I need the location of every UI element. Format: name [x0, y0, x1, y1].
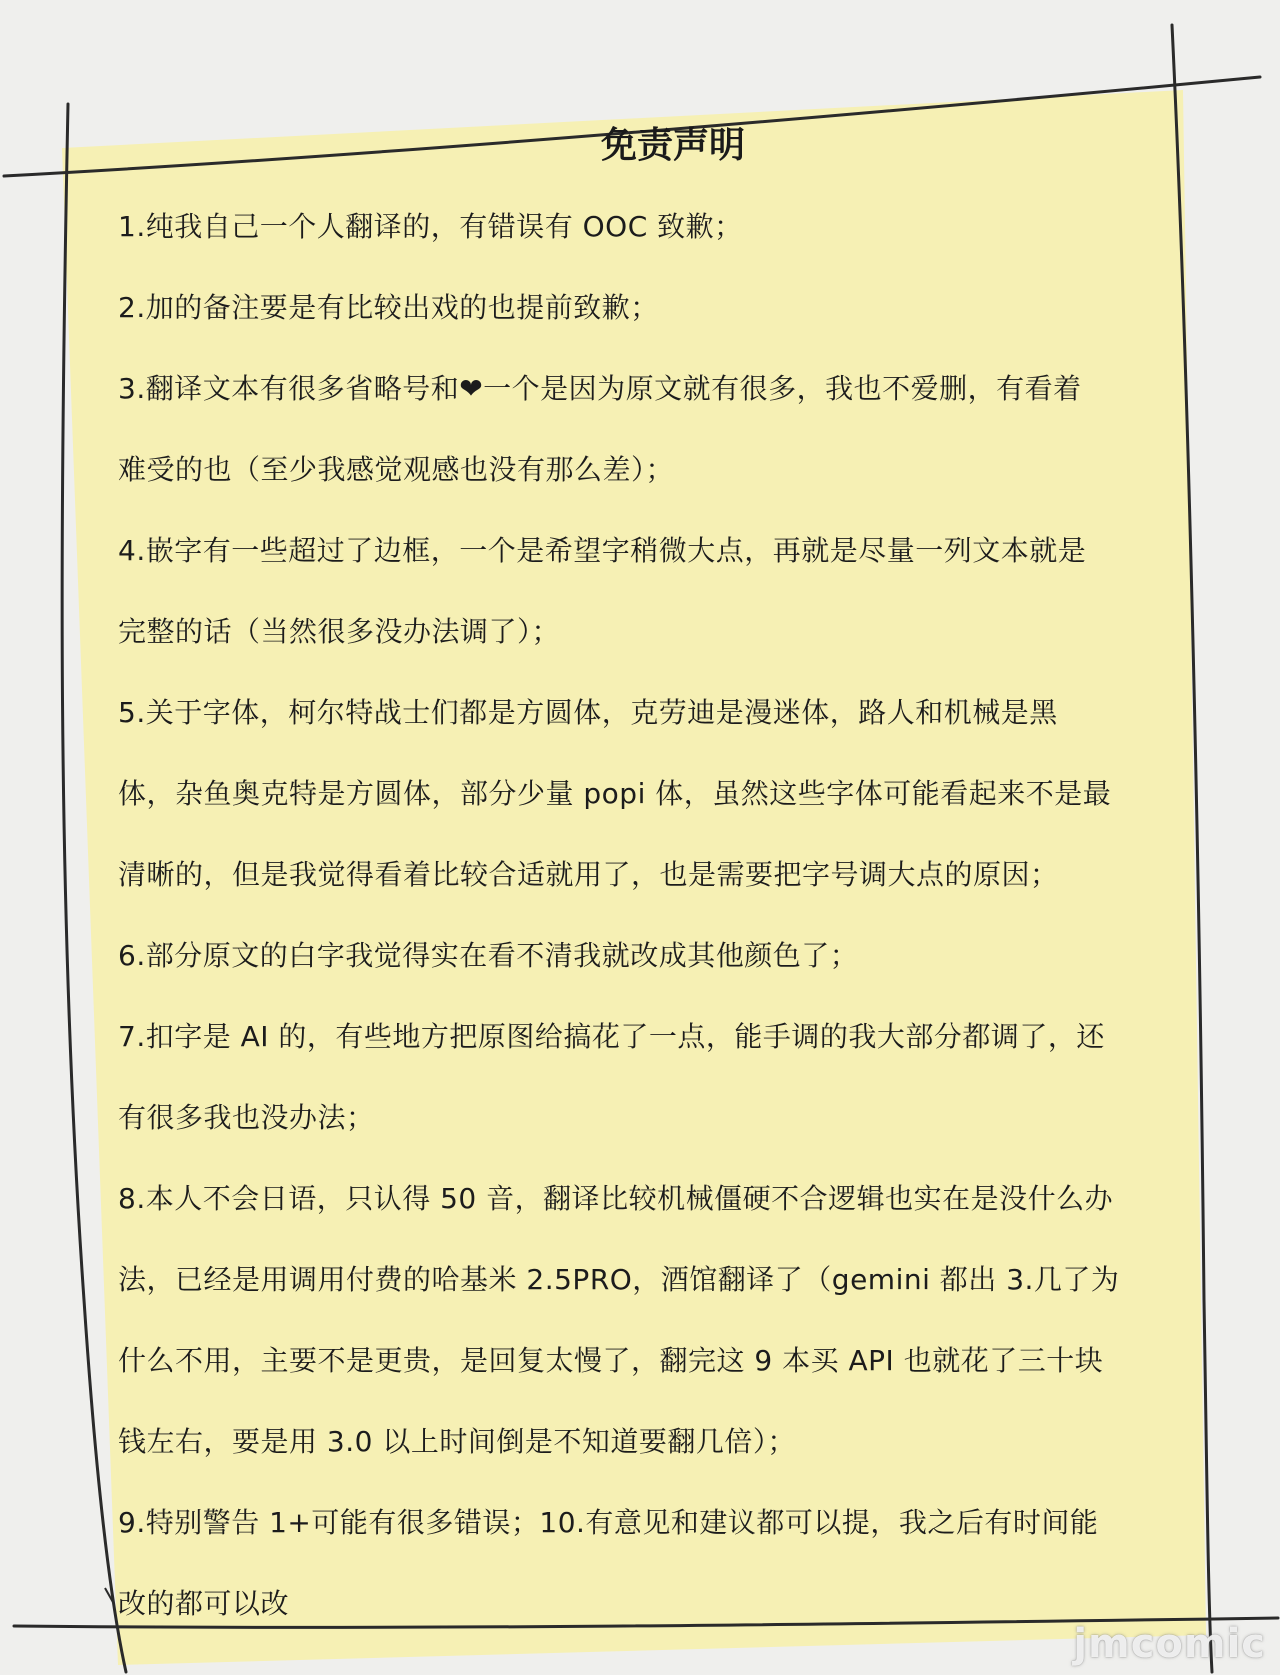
paragraph-line: 钱左右，要是用 3.0 以上时间倒是不知道要翻几倍）；: [118, 1425, 796, 1458]
paragraph-line: 2.加的备注要是有比较出戏的也提前致歉；: [118, 291, 659, 324]
paragraph-line: 6.部分原文的白字我觉得实在看不清我就改成其他颜色了；: [118, 939, 859, 972]
site-watermark: jmcomic: [1073, 1621, 1266, 1667]
paragraph-line: 3.翻译文本有很多省略号和❤一个是因为原文就有很多，我也不爱删，有看着: [118, 372, 1082, 405]
paragraph-7: [118, 996, 1198, 1158]
paragraph-line: 完整的话（当然很多没办法调了）；: [118, 615, 561, 648]
paragraph-line: 法，已经是用调用付费的哈基米 2.5PRO，酒馆翻译了（gemini 都出 3.几了为: [118, 1263, 1120, 1296]
paragraph-3: [118, 348, 1198, 510]
paragraph-line: 8.本人不会日语，只认得 50 音，翻译比较机械僵硬不合逻辑也实在是没什么办: [118, 1182, 1114, 1215]
paragraph-2: [118, 267, 1198, 348]
paragraph-line: 体，杂鱼奥克特是方圆体，部分少量 popi 体，虽然这些字体可能看起来不是最: [118, 777, 1112, 810]
disclaimer-content: [118, 118, 1198, 1644]
paragraph-9: [118, 1482, 1198, 1644]
page-title: 免责声明: [600, 125, 745, 166]
paragraph-line: 4.嵌字有一些超过了边框，一个是希望字稍微大点，再就是尽量一列文本就是: [118, 534, 1087, 567]
paragraph-8: [118, 1158, 1198, 1482]
paragraph-1: [118, 186, 1198, 267]
paragraph-line: 有很多我也没办法；: [118, 1101, 375, 1134]
paragraph-line: 5.关于字体，柯尔特战士们都是方圆体，克劳迪是漫迷体，路人和机械是黑: [118, 696, 1058, 729]
paragraph-5: [118, 672, 1198, 915]
paragraph-line: 7.扣字是 AI 的，有些地方把原图给搞花了一点，能手调的我大部分都调了，还: [118, 1020, 1105, 1053]
paragraph-6: [118, 915, 1198, 996]
paragraph-line: 清晰的，但是我觉得看着比较合适就用了，也是需要把字号调大点的原因；: [118, 858, 1059, 891]
paragraph-line: 什么不用，主要不是更贵，是回复太慢了，翻完这 9 本买 API 也就花了三十块: [118, 1344, 1104, 1377]
paragraph-line: 9.特别警告 1+可能有很多错误；10.有意见和建议都可以提，我之后有时间能: [118, 1506, 1099, 1539]
paragraph-line: 1.纯我自己一个人翻译的，有错误有 OOC 致歉；: [118, 210, 743, 243]
paragraph-4: [118, 510, 1198, 672]
paragraph-line: 改的都可以改: [118, 1587, 290, 1620]
paragraph-line: 难受的也（至少我感觉观感也没有那么差）；: [118, 453, 675, 486]
